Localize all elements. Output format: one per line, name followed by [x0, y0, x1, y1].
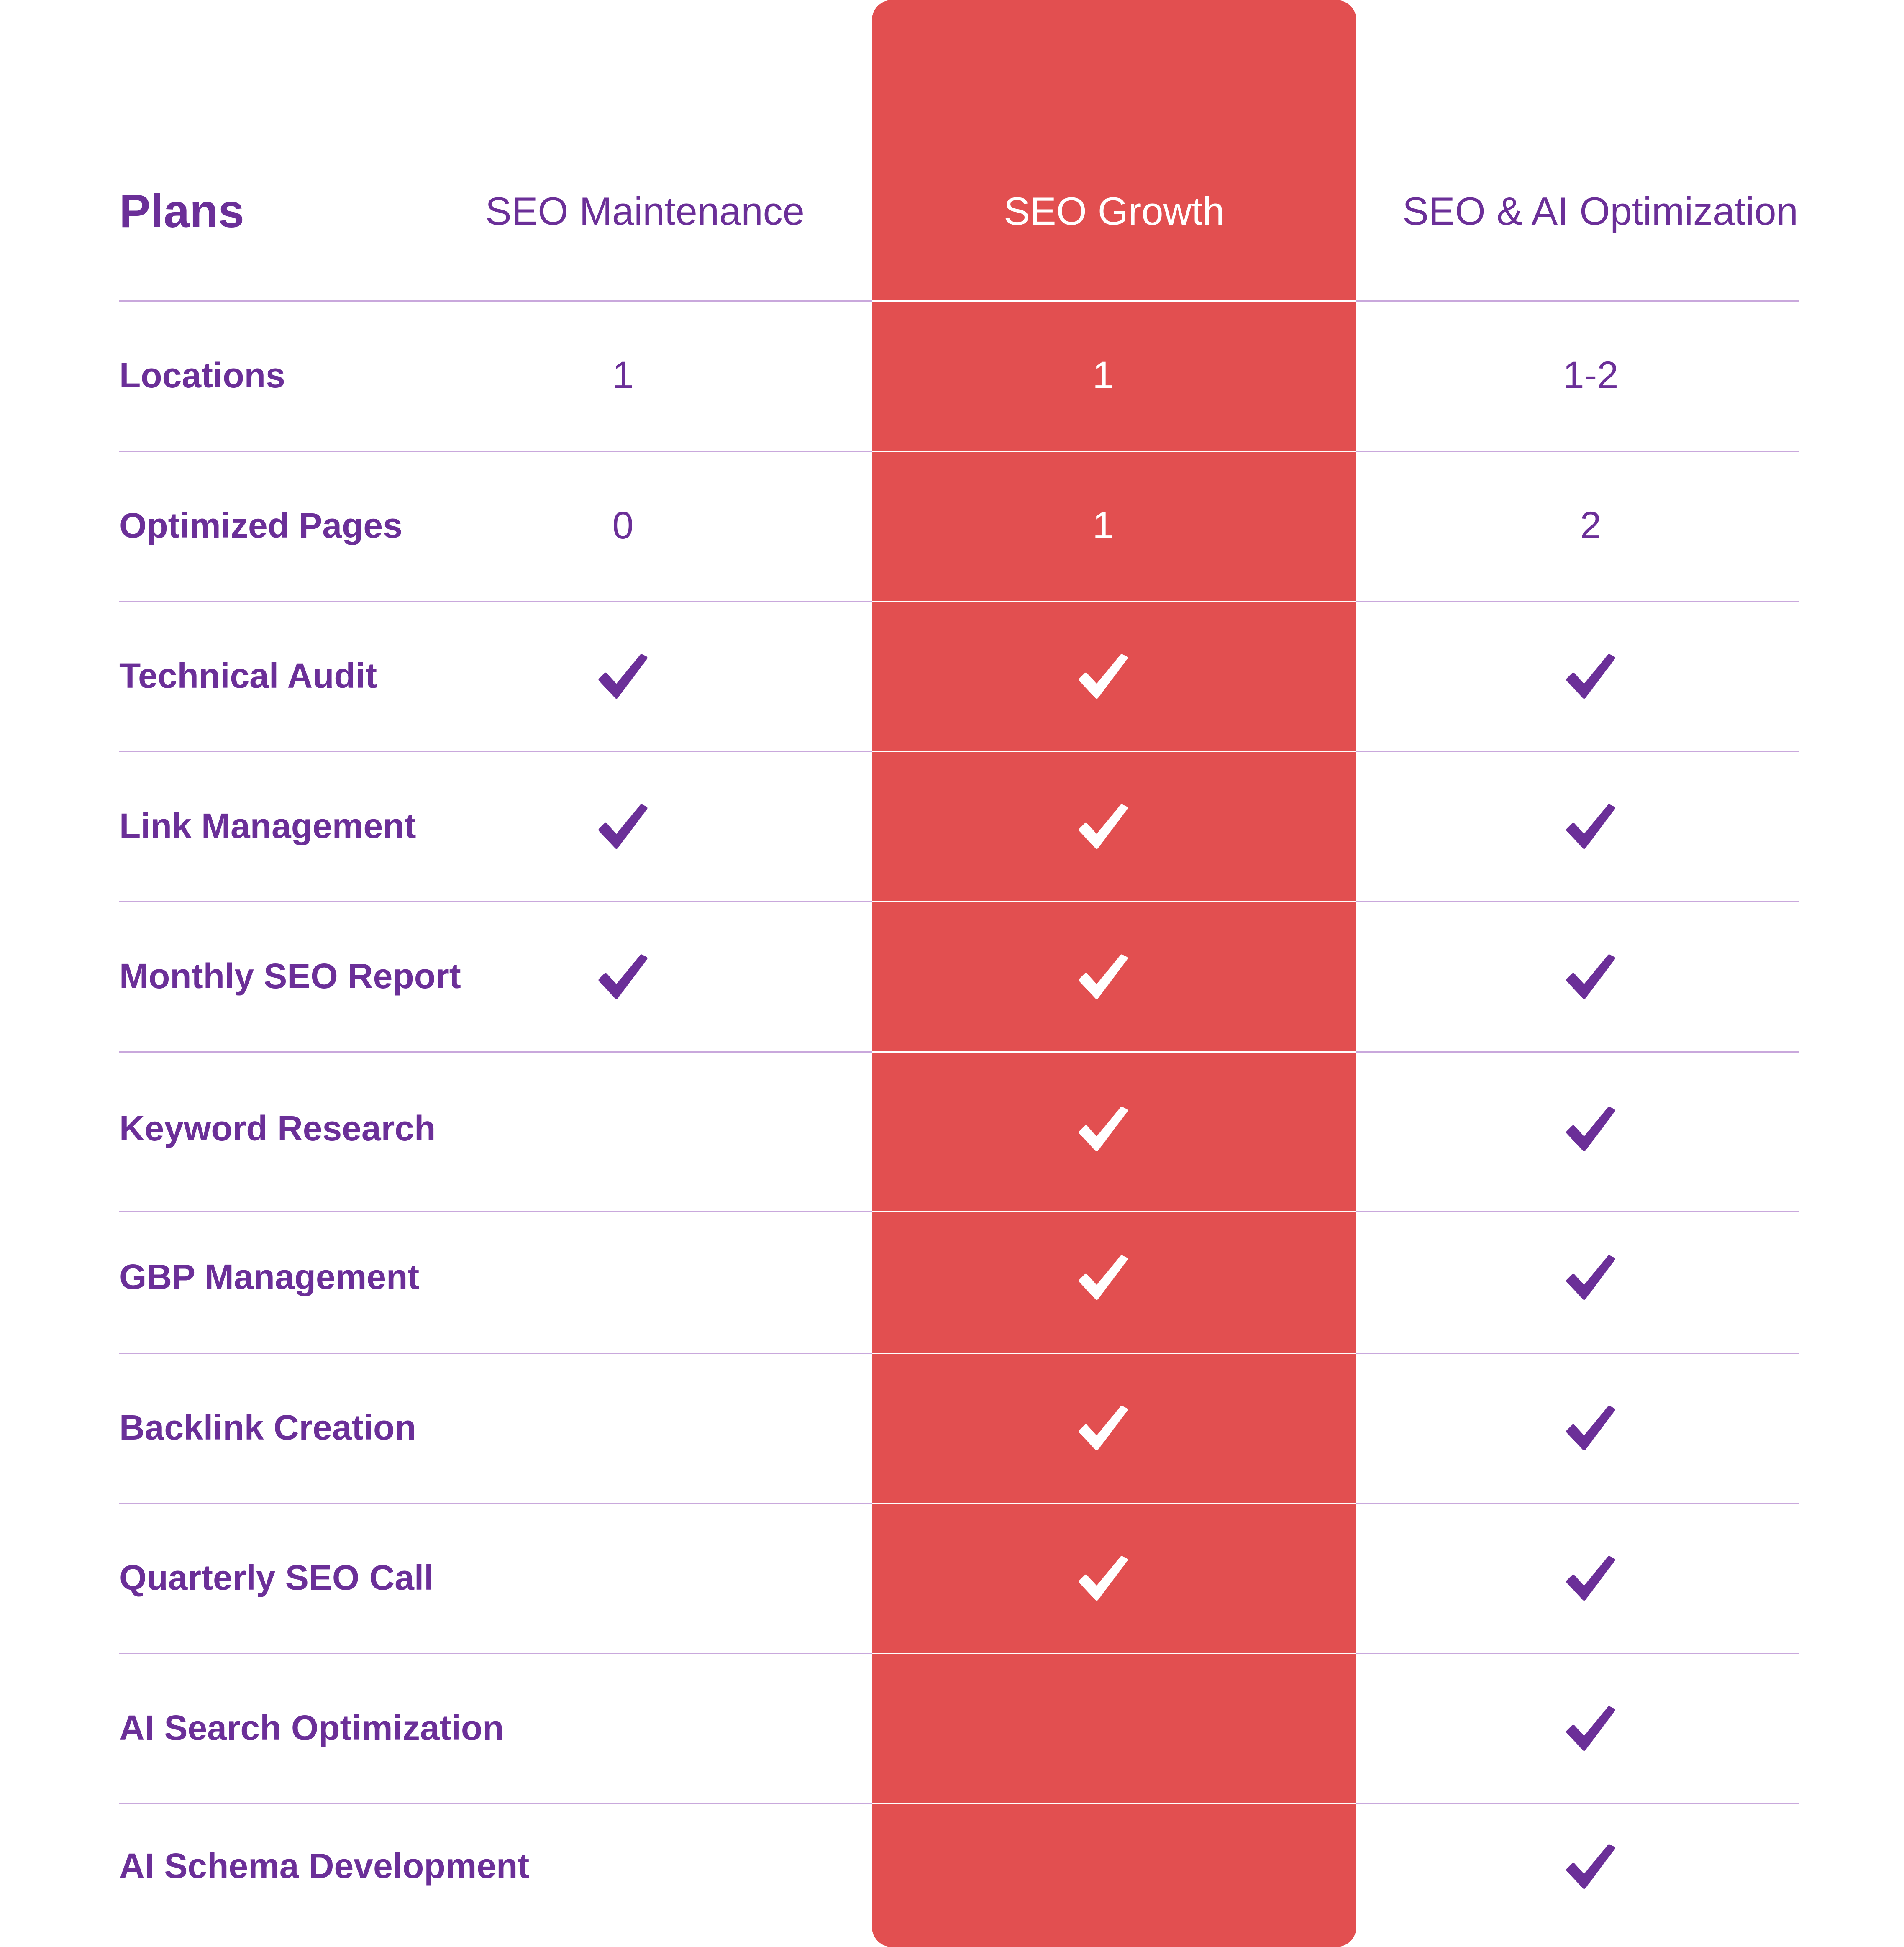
- table-row: [0, 938, 1904, 1014]
- plan-value: 1: [1092, 354, 1114, 397]
- feature-label: AI Search Optimization: [119, 1708, 504, 1747]
- check-icon: [1076, 802, 1130, 856]
- check-icon: [1076, 1104, 1130, 1158]
- check-icon: [1076, 1553, 1130, 1608]
- row-divider: [119, 901, 1799, 902]
- plan-value: 1: [1092, 504, 1114, 547]
- check-icon: [957, 638, 1250, 713]
- row-divider: [119, 601, 1799, 602]
- row-divider-highlight: [872, 601, 1356, 602]
- check-icon: [477, 938, 769, 1014]
- plan-value: 1-2: [1563, 354, 1619, 397]
- row-divider-highlight: [872, 901, 1356, 902]
- table-row: [0, 1828, 1904, 1903]
- feature-label: Keyword Research: [119, 1109, 436, 1148]
- check-icon: [1444, 1091, 1737, 1166]
- check-icon: [477, 638, 769, 713]
- row-divider-highlight: [872, 751, 1356, 752]
- feature-label: Technical Audit: [119, 656, 377, 695]
- check-icon: [1444, 1390, 1737, 1465]
- check-icon: [1076, 952, 1130, 1006]
- row-divider: [119, 1803, 1799, 1804]
- check-icon: [1563, 1253, 1618, 1307]
- feature-label: Backlink Creation: [119, 1408, 416, 1447]
- check-icon: [1563, 651, 1618, 706]
- check-icon: [1444, 788, 1737, 863]
- check-icon: [1563, 802, 1618, 856]
- plan-header-seo-ai-optimization: SEO & AI Optimization: [1402, 189, 1798, 233]
- row-divider-highlight: [872, 300, 1356, 302]
- table-row: [0, 1091, 1904, 1166]
- feature-label: Quarterly SEO Call: [119, 1558, 434, 1597]
- empty-cell: [477, 1091, 769, 1166]
- table-row: [0, 1239, 1904, 1314]
- empty-cell: [477, 1690, 769, 1765]
- row-divider-highlight: [872, 1503, 1356, 1504]
- empty-cell: [957, 1828, 1250, 1903]
- row-divider: [119, 1051, 1799, 1053]
- check-icon: [1444, 1828, 1737, 1903]
- check-icon: [596, 651, 650, 706]
- row-divider-highlight: [872, 451, 1356, 452]
- page-title: Plans: [119, 185, 244, 237]
- check-icon: [957, 938, 1250, 1014]
- row-divider: [119, 300, 1799, 302]
- row-divider-highlight: [872, 1051, 1356, 1053]
- feature-label: Optimized Pages: [119, 506, 402, 545]
- row-divider-highlight: [872, 1803, 1356, 1804]
- check-icon: [957, 1540, 1250, 1615]
- check-icon: [1444, 938, 1737, 1014]
- check-icon: [1563, 1704, 1618, 1758]
- check-icon: [1076, 651, 1130, 706]
- plan-value: 0: [612, 504, 634, 547]
- row-divider: [119, 451, 1799, 452]
- check-icon: [596, 802, 650, 856]
- row-divider: [119, 1653, 1799, 1654]
- table-row: [0, 638, 1904, 713]
- check-icon: [1444, 1239, 1737, 1314]
- empty-cell: [477, 1828, 769, 1903]
- table-row: [0, 1540, 1904, 1615]
- row-divider-highlight: [872, 1653, 1356, 1654]
- check-icon: [957, 1239, 1250, 1314]
- check-icon: [1076, 1403, 1130, 1458]
- plan-header-seo-growth: SEO Growth: [1004, 189, 1225, 233]
- empty-cell: [957, 1690, 1250, 1765]
- row-divider-highlight: [872, 1353, 1356, 1354]
- check-icon: [1563, 952, 1618, 1006]
- feature-label: GBP Management: [119, 1257, 420, 1296]
- check-icon: [957, 1390, 1250, 1465]
- check-icon: [1444, 638, 1737, 713]
- check-icon: [957, 788, 1250, 863]
- check-icon: [1563, 1104, 1618, 1158]
- check-icon: [1444, 1540, 1737, 1615]
- table-row: [0, 338, 1904, 413]
- empty-cell: [477, 1239, 769, 1314]
- plan-value: 1: [612, 354, 634, 397]
- row-divider: [119, 1353, 1799, 1354]
- plan-value: 2: [1580, 504, 1602, 547]
- feature-label: Link Management: [119, 806, 416, 845]
- feature-label: AI Schema Development: [119, 1846, 530, 1886]
- check-icon: [477, 788, 769, 863]
- check-icon: [1563, 1842, 1618, 1896]
- empty-cell: [477, 1390, 769, 1465]
- check-icon: [1444, 1690, 1737, 1765]
- empty-cell: [477, 1540, 769, 1615]
- check-icon: [596, 952, 650, 1006]
- row-divider: [119, 751, 1799, 752]
- table-row: [0, 1390, 1904, 1465]
- check-icon: [1563, 1553, 1618, 1608]
- table-row: [0, 788, 1904, 863]
- row-divider: [119, 1211, 1799, 1212]
- check-icon: [957, 1091, 1250, 1166]
- row-divider: [119, 1503, 1799, 1504]
- check-icon: [1076, 1253, 1130, 1307]
- table-row: [0, 488, 1904, 563]
- plan-header-seo-maintenance: SEO Maintenance: [485, 189, 805, 233]
- check-icon: [1563, 1403, 1618, 1458]
- table-row: [0, 1690, 1904, 1765]
- feature-label: Monthly SEO Report: [119, 956, 461, 996]
- row-divider-highlight: [872, 1211, 1356, 1212]
- feature-label: Locations: [119, 356, 285, 395]
